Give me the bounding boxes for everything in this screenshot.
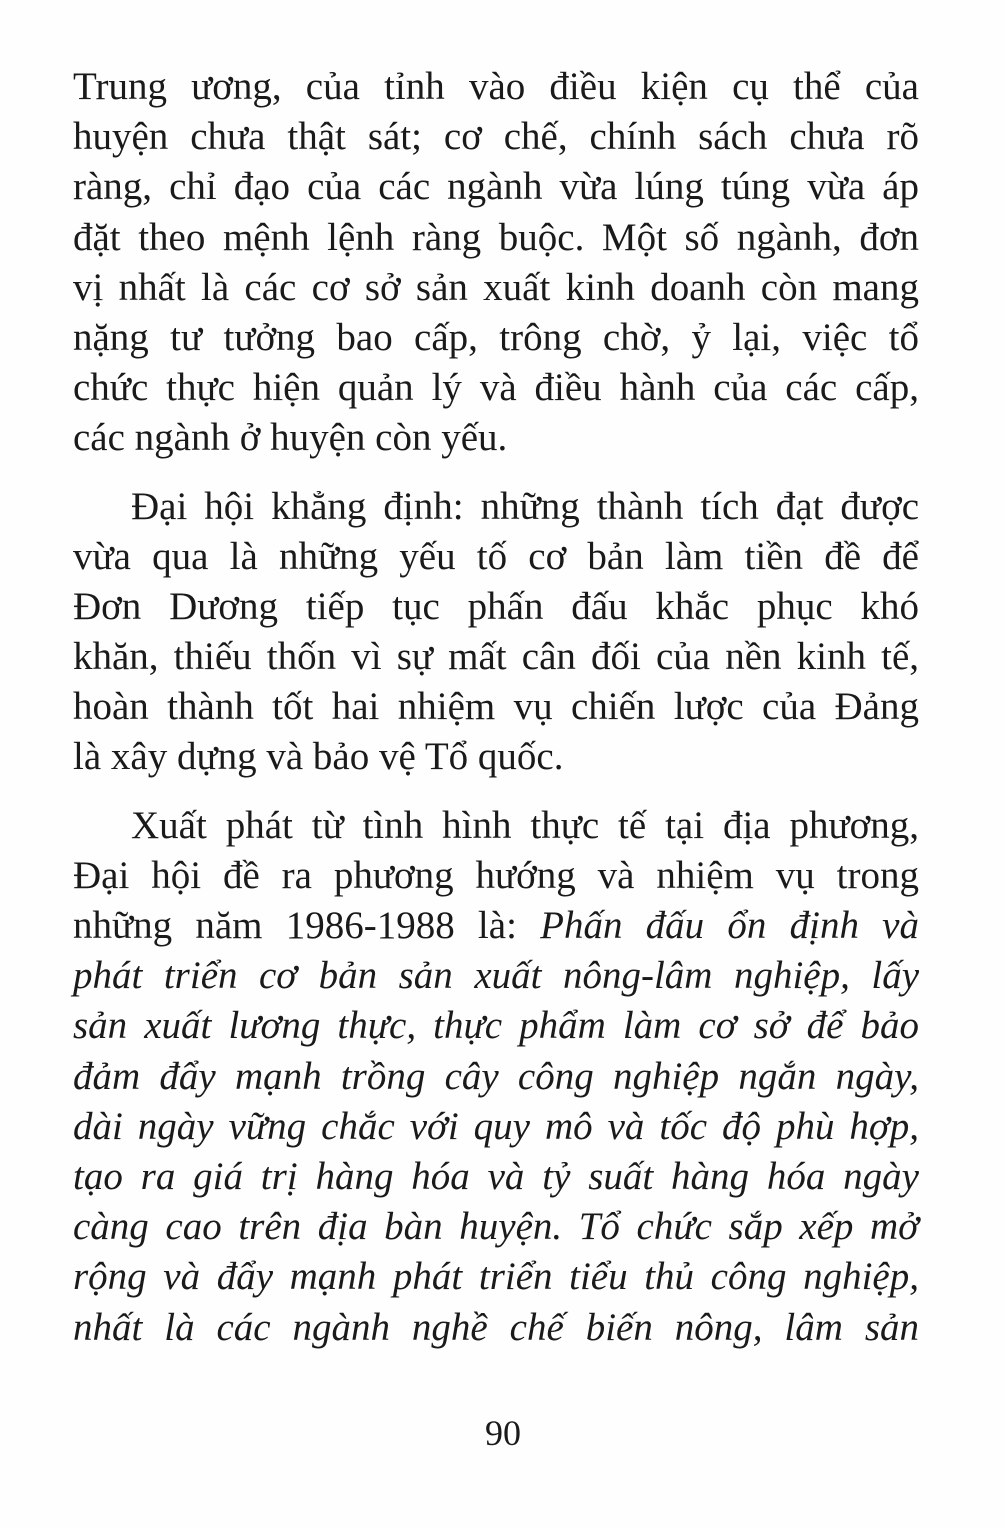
text-line: sản xuất lương thực, thực phẩm làm cơ sở để bảo bbox=[73, 1004, 919, 1048]
text-line: tạo ra giá trị hàng hóa và tỷ suất hàng hóa ngày bbox=[73, 1154, 919, 1198]
text-line: Đại hội đề ra phương hướng và nhiệm vụ trong bbox=[73, 853, 919, 897]
paragraph-2 bbox=[73, 482, 919, 783]
text-line: vừa qua là những yếu tố cơ bản làm tiền đề để bbox=[73, 534, 919, 578]
text-line: đặt theo mệnh lệnh ràng buộc. Một số ngành, đơn bbox=[73, 215, 919, 259]
text-italic: Phấn đấu ổn định và bbox=[540, 904, 919, 947]
text-line: nhất là các ngành nghề chế biến nông, lâm sản bbox=[73, 1305, 919, 1349]
text-normal: những năm 1986-1988 là: bbox=[73, 904, 541, 947]
body-text bbox=[73, 62, 919, 1353]
text-line: Đơn Dương tiếp tục phấn đấu khắc phục khó bbox=[73, 584, 919, 628]
text-line: Đại hội khẳng định: những thành tích đạt được bbox=[131, 484, 919, 528]
paragraph-gap bbox=[73, 783, 919, 801]
text-line: chức thực hiện quản lý và điều hành của các cấp, bbox=[73, 366, 919, 410]
text-line: ràng, chỉ đạo của các ngành vừa lúng túng vừa áp bbox=[73, 165, 919, 209]
text-line: nặng tư tưởng bao cấp, trông chờ, ỷ lại, việc tổ bbox=[73, 315, 919, 359]
text-line-mixed bbox=[73, 901, 919, 951]
text-line: đảm đẩy mạnh trồng cây công nghiệp ngắn ngày, bbox=[73, 1054, 919, 1098]
text-line: càng cao trên địa bàn huyện. Tổ chức sắp xếp mở bbox=[73, 1205, 919, 1249]
paragraph-gap bbox=[73, 464, 919, 482]
text-line: rộng và đẩy mạnh phát triển tiểu thủ công nghiệp, bbox=[73, 1255, 919, 1299]
text-line: phát triển cơ bản sản xuất nông-lâm nghiệp, lấy bbox=[73, 954, 919, 998]
text-line: các ngành ở huyện còn yếu. bbox=[73, 416, 508, 460]
paragraph-3 bbox=[73, 801, 919, 1353]
text-line: Trung ương, của tỉnh vào điều kiện cụ thể của bbox=[73, 65, 919, 108]
text-line: khăn, thiếu thốn vì sự mất cân đối của nền kinh tế, bbox=[73, 635, 919, 679]
paragraph-1 bbox=[73, 62, 919, 464]
text-line: là xây dựng và bảo vệ Tổ quốc. bbox=[73, 735, 564, 779]
text-line: Xuất phát từ tình hình thực tế tại địa phương, bbox=[131, 803, 919, 847]
text-line: huyện chưa thật sát; cơ chế, chính sách chưa rõ bbox=[73, 115, 919, 159]
text-line: vị nhất là các cơ sở sản xuất kinh doanh còn mang bbox=[73, 265, 919, 309]
text-line: hoàn thành tốt hai nhiệm vụ chiến lược của Đảng bbox=[73, 685, 919, 729]
text-line: dài ngày vững chắc với quy mô và tốc độ phù hợp, bbox=[73, 1104, 919, 1148]
page-number: 90 bbox=[485, 1413, 521, 1453]
